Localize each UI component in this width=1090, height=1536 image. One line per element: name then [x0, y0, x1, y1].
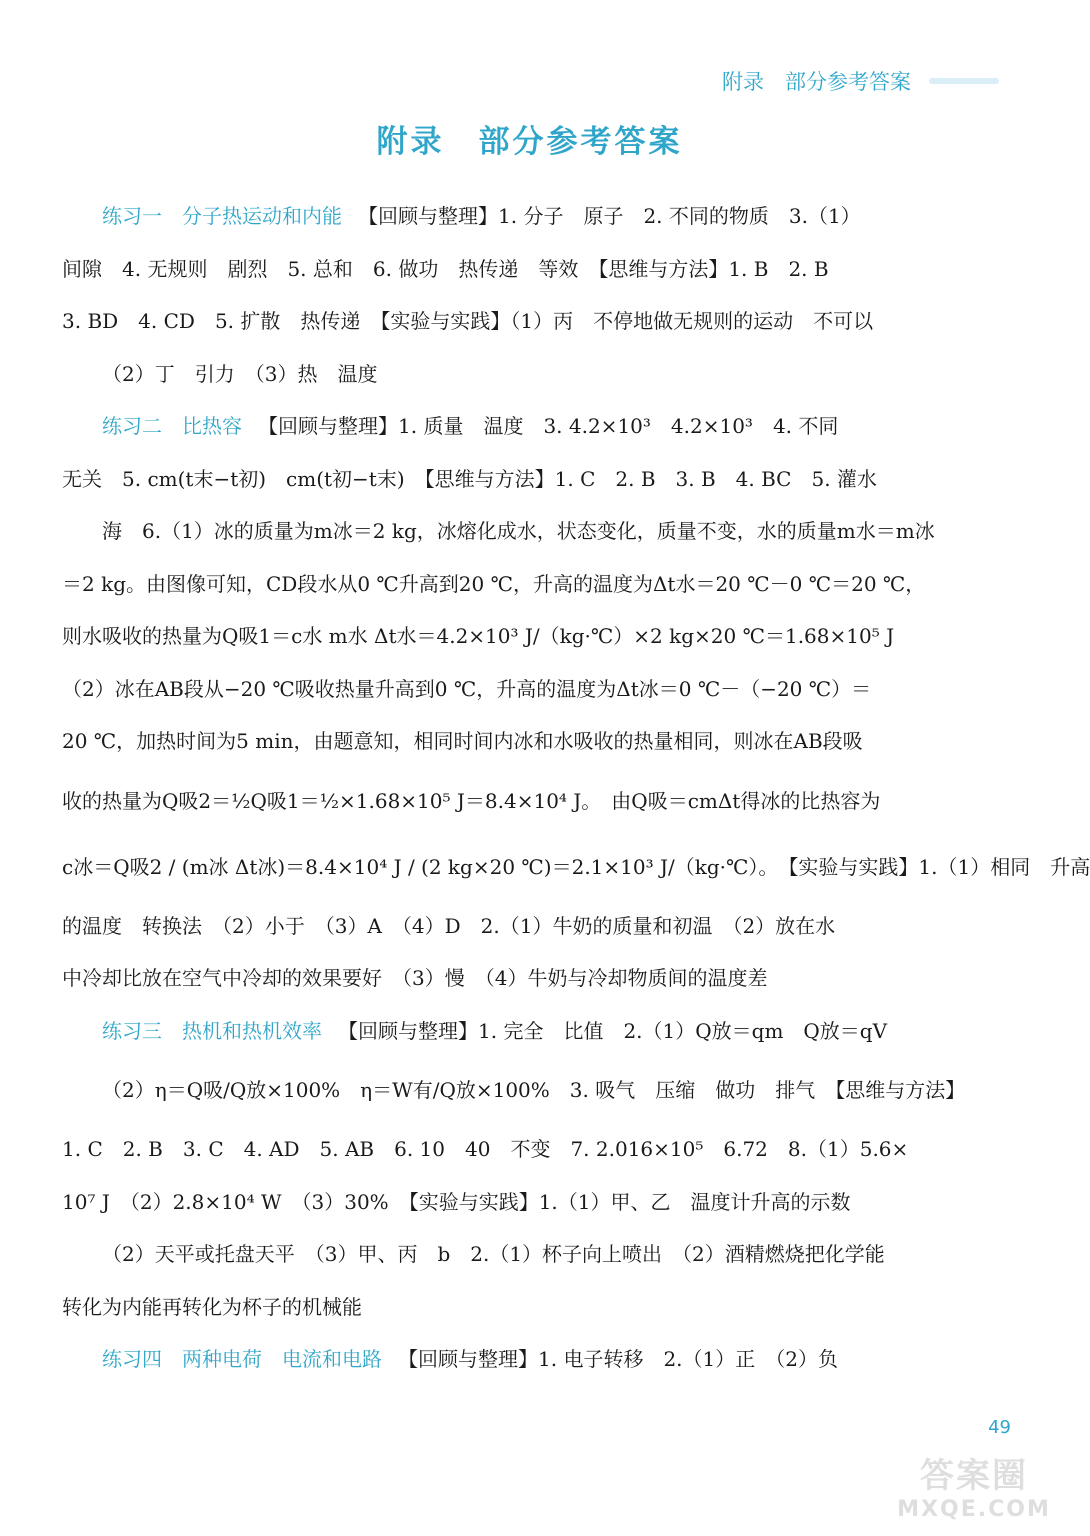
- answer-text: 无关 5. cm(t末−t初) cm(t初−t末) 【思维与方法】1. C 2. B 3. B 4. BC 5. 灌水: [62, 466, 877, 491]
- exercise-heading: 练习三 热机和热机效率: [102, 1018, 322, 1043]
- answer-text: 【回顾与整理】1. 分子 原子 2. 不同的物质 3.（1）: [358, 204, 861, 228]
- answer-text: 中冷却比放在空气中冷却的效果要好 （3）慢 （4）牛奶与冷却物质间的温度差: [62, 966, 768, 990]
- answer-line: [62, 1281, 962, 1334]
- answer-line: [62, 900, 962, 953]
- page-number: 49: [988, 1417, 1011, 1438]
- answer-text: c冰＝Q吸2 / (m冰 Δt冰)＝8.4×10⁴ J / (2 kg×20 ℃)＝2.1×10³ J/（kg·℃）。 【实验与实践】1.（1）相同 升高: [62, 854, 1090, 879]
- exercise-heading: 练习一 分子热运动和内能: [102, 204, 342, 228]
- exercise-heading: 练习二 比热容: [102, 414, 242, 438]
- answer-line: [62, 1123, 962, 1176]
- answer-text: （2）丁 引力 （3）热 温度: [102, 361, 378, 386]
- answer-text: 【回顾与整理】1. 完全 比值 2.（1）Q放＝qm Q放＝qV: [338, 1018, 888, 1043]
- answer-line: [62, 295, 962, 348]
- watermark-top-text: 答案圈: [920, 1456, 1028, 1496]
- answer-line: [62, 663, 962, 716]
- answer-line: [62, 243, 962, 296]
- exercise-heading: 练习四 两种电荷 电流和电路: [102, 1347, 382, 1371]
- answer-line: [62, 952, 962, 1005]
- answer-line: [62, 400, 962, 453]
- answer-text: 20 ℃，加热时间为5 min，由题意知，相同时间内冰和水吸收的热量相同，则冰在AB段吸: [62, 729, 863, 753]
- answer-line: [62, 190, 962, 243]
- answer-line: [62, 834, 1090, 900]
- answer-text: 的温度 转换法 （2）小于 （3）A （4）D 2.（1）牛奶的质量和初温 （2）放在水: [62, 913, 836, 938]
- answer-text: （2）天平或托盘天平 （3）甲、丙 b 2.（1）杯子向上喷出 （2）酒精燃烧把化学能: [102, 1242, 885, 1266]
- answer-text: 收的热量为Q吸2＝½Q吸1＝½×1.68×10⁵ J＝8.4×10⁴ J。 由Q吸＝cmΔt得冰的比热容为: [62, 788, 881, 813]
- answer-text: （2）η＝Q吸/Q放×100% η＝W有/Q放×100% 3. 吸气 压缩 做功 排气 【思维与方法】: [102, 1078, 966, 1102]
- answer-text: 【回顾与整理】1. 电子转移 2.（1）正 （2）负: [398, 1347, 838, 1371]
- answer-text: 间隙 4. 无规则 剧烈 5. 总和 6. 做功 热传递 等效 【思维与方法】1. B 2. B: [62, 256, 829, 281]
- answer-line: [62, 453, 962, 506]
- running-title: 附录 部分参考答案: [722, 70, 911, 94]
- answer-line: [62, 1228, 962, 1281]
- answer-text: 1. C 2. B 3. C 4. AD 5. AB 6. 10 40 不变 7. 2.016×10⁵ 6.72 8.（1）5.6×: [62, 1137, 909, 1161]
- answer-text: ＝2 kg。由图像可知，CD段水从0 ℃升高到20 ℃，升高的温度为Δt水＝20 ℃－0 ℃＝20 ℃，: [62, 571, 926, 596]
- answer-line: [62, 768, 962, 834]
- answer-text: 转化为内能再转化为杯子的机械能: [62, 1294, 362, 1319]
- answer-text: 海 6.（1）冰的质量为m冰＝2 kg，冰熔化成水，状态变化，质量不变，水的质量m水＝m冰: [102, 519, 935, 543]
- answer-text: （2）冰在AB段从−20 ℃吸收热量升高到0 ℃，升高的温度为Δt冰＝0 ℃－（−20 ℃）＝: [62, 676, 872, 701]
- running-header: [722, 66, 999, 96]
- answer-line: [62, 558, 962, 611]
- answer-line: [62, 1176, 962, 1229]
- answer-text: 则水吸收的热量为Q吸1＝c水 m水 Δt水＝4.2×10³ J/（kg·℃）×2 kg×20 ℃＝1.68×10⁵ J: [62, 624, 895, 648]
- answer-text: 【回顾与整理】1. 质量 温度 3. 4.2×10³ 4.2×10³ 4. 不同: [258, 414, 839, 438]
- answer-text: 10⁷ J （2）2.8×10⁴ W （3）30% 【实验与实践】1.（1）甲、乙 温度计升高的示数: [62, 1189, 851, 1214]
- answer-line: [62, 1005, 962, 1058]
- answer-body: [62, 190, 1090, 1386]
- answer-line: [62, 610, 962, 663]
- answer-line: [62, 715, 962, 768]
- answer-line: [62, 348, 962, 401]
- page-title: 附录 部分参考答案: [376, 124, 683, 160]
- watermark-bottom-text: MXQE.COM: [897, 1497, 1051, 1522]
- watermark-logo: [899, 1440, 1049, 1530]
- answer-text: 3. BD 4. CD 5. 扩散 热传递 【实验与实践】（1）丙 不停地做无规则的运动 不可以: [62, 309, 874, 333]
- header-decoration-bar: [929, 78, 999, 84]
- answer-line: [62, 505, 962, 558]
- answer-line: [62, 1333, 962, 1386]
- answer-line: [62, 1057, 966, 1123]
